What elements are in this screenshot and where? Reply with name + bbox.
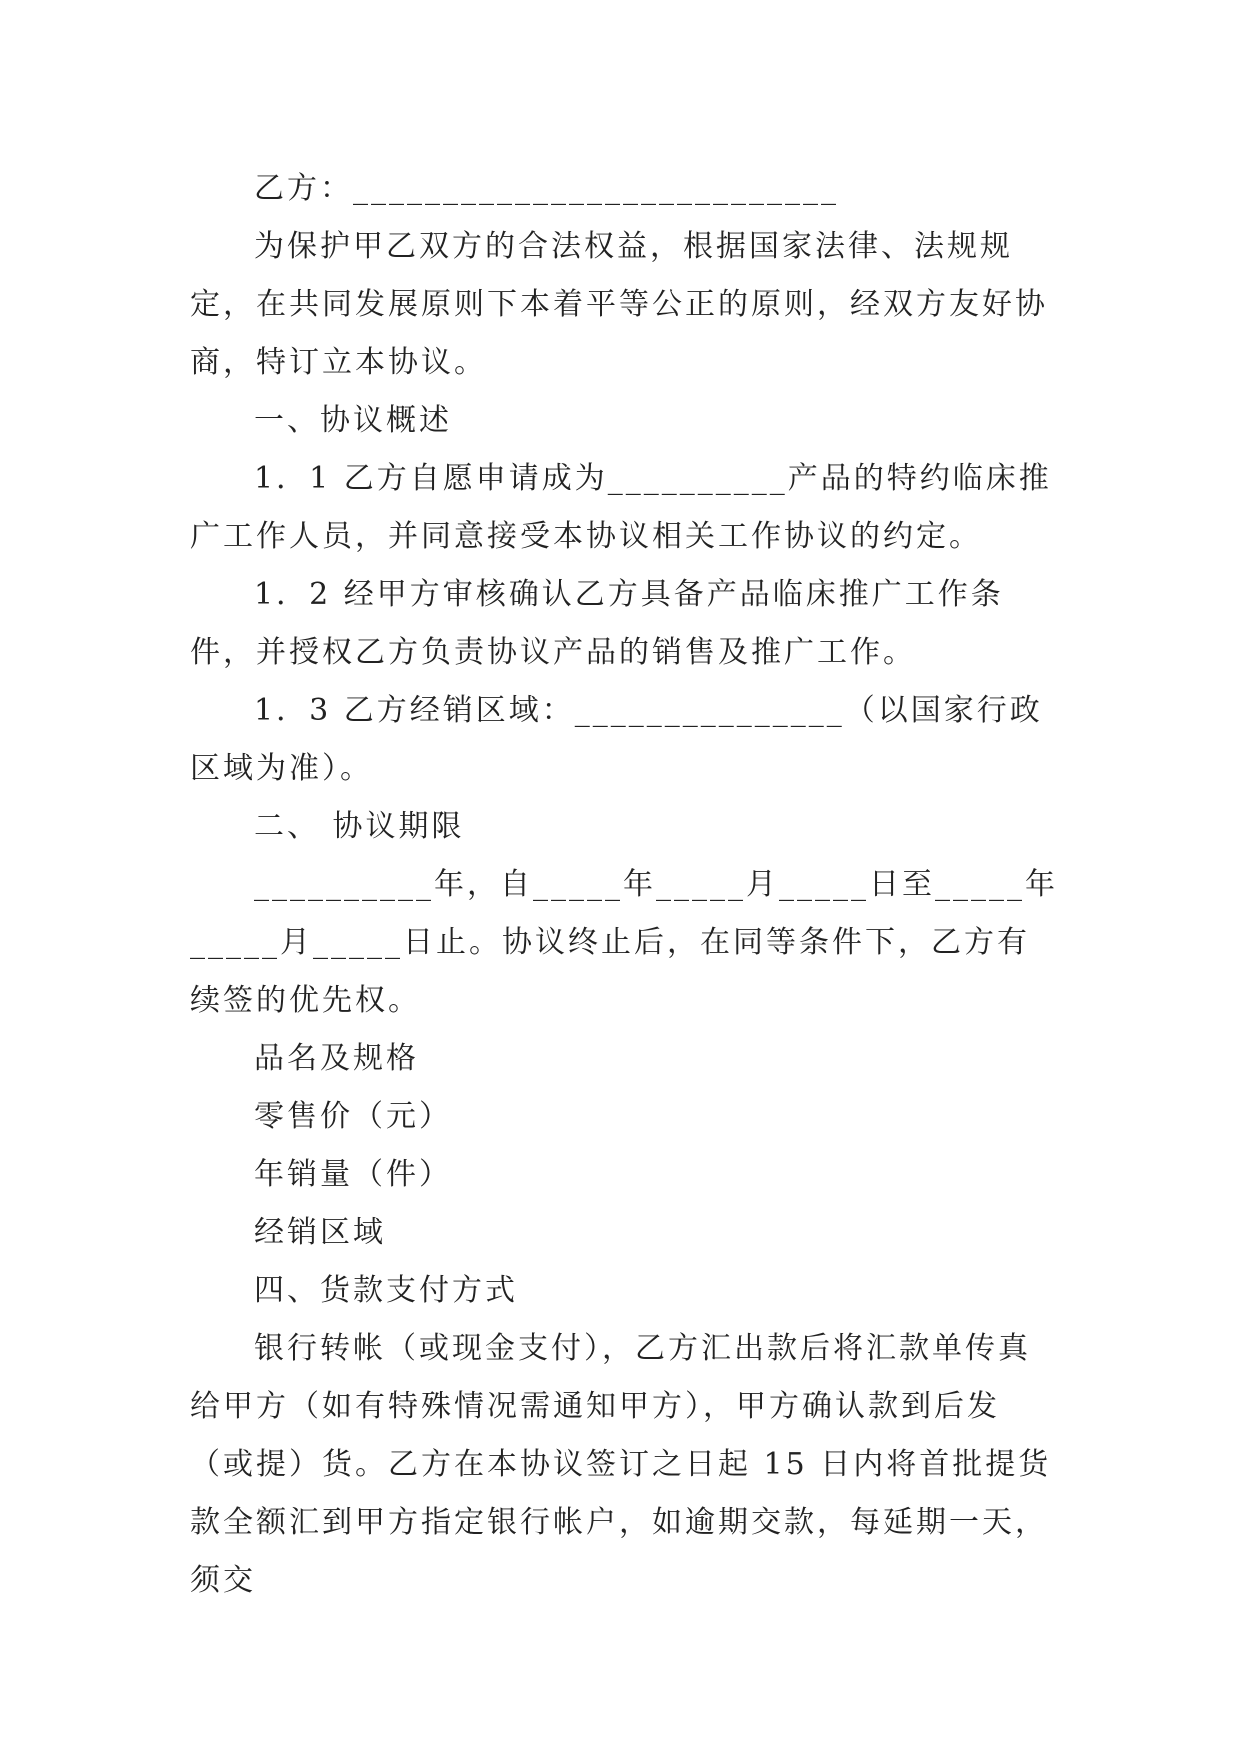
clause-1-2: 1．2 经甲方审核确认乙方具备产品临床推广工作条件，并授权乙方负责协议产品的销售及推广工作。 bbox=[190, 577, 1004, 670]
party-b-line: 乙方：___________________________ bbox=[254, 171, 839, 206]
clause-1-1: 1．1 乙方自愿申请成为__________产品的特约临床推广工作人员，并同意接受本协议相关工作协议的约定。 bbox=[190, 461, 1052, 554]
preamble-paragraph: 为保护甲乙双方的合法权益，根据国家法律、法规规定，在共同发展原则下本着平等公正的原则，经双方友好协商，特订立本协议。 bbox=[190, 229, 1048, 380]
section-2-heading: 二、 协议期限 bbox=[254, 809, 465, 844]
section-1-heading: 一、协议概述 bbox=[254, 403, 452, 438]
clause-1-3: 1．3 乙方经销区域：_______________（以国家行政区域为准）。 bbox=[190, 693, 1043, 786]
retail-price-label: 零售价（元） bbox=[254, 1099, 452, 1134]
payment-paragraph: 银行转帐（或现金支付），乙方汇出款后将汇款单传真给甲方（如有特殊情况需通知甲方），甲方确认款到后发（或提）货。乙方在本协议签订之日起 15 日内将首批提货款全额汇到甲方指定银行帐户，如逾期交款，每延期一天，须交 bbox=[190, 1331, 1052, 1598]
term-paragraph: __________年，自_____年_____月_____日至_____年_____月_____日止。协议终止后，在同等条件下，乙方有续签的优先权。 bbox=[190, 867, 1058, 1018]
document-body bbox=[190, 160, 1060, 1610]
annual-sales-label: 年销量（件） bbox=[254, 1157, 452, 1192]
section-4-heading: 四、货款支付方式 bbox=[254, 1273, 518, 1308]
sales-region-label: 经销区域 bbox=[254, 1215, 386, 1250]
product-name-spec-label: 品名及规格 bbox=[254, 1041, 419, 1076]
